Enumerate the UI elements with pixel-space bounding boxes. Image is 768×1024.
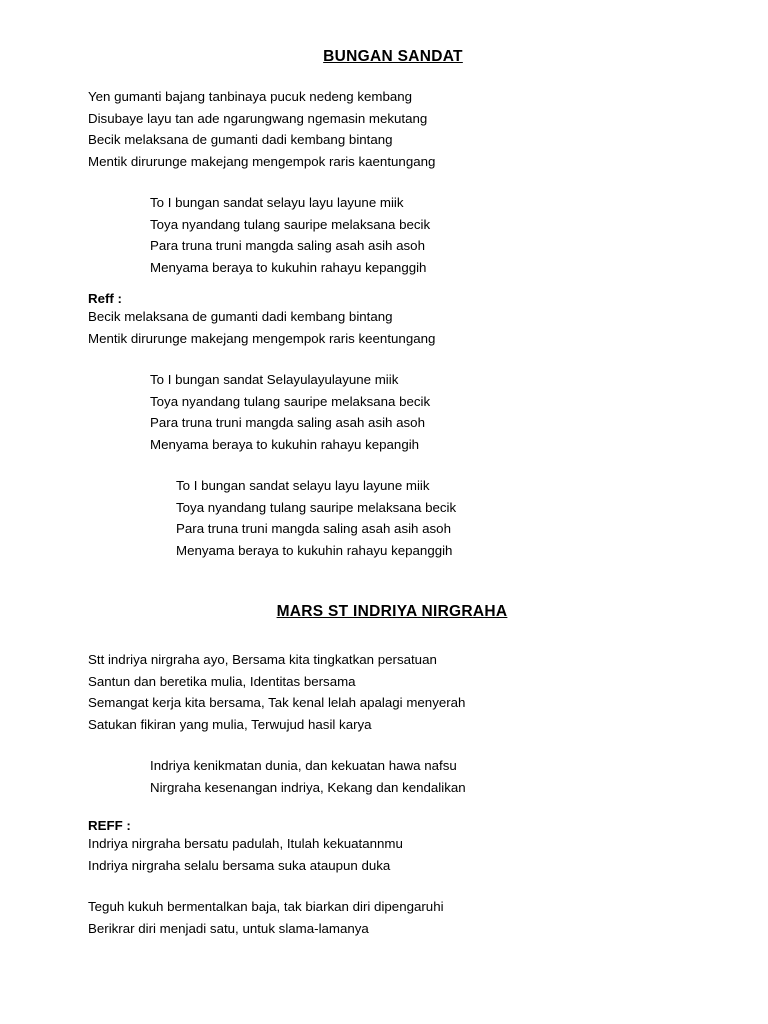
spacer — [88, 621, 696, 649]
spacer — [88, 66, 696, 86]
lyric-line: Becik melaksana de gumanti dadi kembang bintang — [88, 132, 393, 147]
lyric-line: Indriya kenikmatan dunia, dan kekuatan hawa nafsu — [150, 758, 457, 773]
spacer — [88, 876, 696, 896]
lyric-line: Semangat kerja kita bersama, Tak kenal lelah apalagi menyerah — [88, 695, 466, 710]
song-1-reff-lines — [88, 306, 696, 349]
lyric-line: Stt indriya nirgraha ayo, Bersama kita tingkatkan persatuan — [88, 652, 437, 667]
lyric-line: Becik melaksana de gumanti dadi kembang bintang — [88, 309, 393, 324]
spacer — [88, 278, 696, 291]
lyric-line: To I bungan sandat selayu layu layune miik — [150, 195, 404, 210]
song-1-reff-label: Reff : — [88, 291, 122, 306]
lyric-line: To I bungan sandat selayu layu layune miik — [176, 478, 430, 493]
lyric-line: Para truna truni mangda saling asah asih asoh — [176, 521, 451, 536]
spacer — [88, 798, 696, 818]
lyric-line: Yen gumanti bajang tanbinaya pucuk nedeng kembang — [88, 89, 413, 104]
song-1-verse-1 — [88, 86, 696, 172]
spacer — [88, 561, 696, 603]
lyric-line: Indriya nirgraha selalu bersama suka ataupun duka — [88, 857, 391, 873]
lyric-line: Menyama beraya to kukuhin rahayu kepanggih — [176, 542, 453, 558]
spacer — [88, 455, 696, 475]
song-2-closing — [88, 896, 696, 939]
lyric-line: Mentik dirurunge makejang mengempok raris keentungang — [88, 330, 436, 346]
spacer — [88, 349, 696, 369]
lyric-line: To I bungan sandat Selayulayulayune miik — [150, 372, 399, 387]
song-2-title: MARS ST INDRIYA NIRGRAHA — [276, 603, 508, 620]
lyric-line: Mentik dirurunge makejang mengempok raris kaentungang — [88, 153, 436, 169]
lyric-line: Menyama beraya to kukuhin rahayu kepanggih — [150, 259, 427, 275]
song-1-title: BUNGAN SANDAT — [323, 48, 463, 65]
lyric-line: Indriya nirgraha bersatu padulah, Itulah kekuatannmu — [88, 836, 403, 851]
song-2-chorus-1 — [88, 755, 696, 798]
lyric-line: Para truna truni mangda saling asah asih asoh — [150, 238, 425, 253]
song-2-reff-label: REFF : — [88, 818, 131, 833]
song-2-verse-1 — [88, 649, 696, 735]
song-2-reff-lines — [88, 833, 696, 876]
lyric-line: Teguh kukuh bermentalkan baja, tak biarkan diri dipengaruhi — [88, 899, 444, 914]
lyric-line: Santun dan beretika mulia, Identitas bersama — [88, 673, 356, 689]
lyric-line: Menyama beraya to kukuhin rahayu kepangih — [150, 436, 420, 452]
lyric-line: Toya nyandang tulang sauripe melaksana becik — [176, 499, 457, 515]
lyric-line: Satukan fikiran yang mulia, Terwujud hasil karya — [88, 716, 372, 732]
lyric-line: Berikrar diri menjadi satu, untuk slama-lamanya — [88, 920, 369, 936]
lyric-line: Para truna truni mangda saling asah asih asoh — [150, 415, 425, 430]
spacer — [88, 735, 696, 755]
song-1-chorus-2 — [88, 369, 696, 455]
lyric-line: Toya nyandang tulang sauripe melaksana becik — [150, 216, 431, 232]
lyric-line: Toya nyandang tulang sauripe melaksana becik — [150, 393, 431, 409]
spacer — [88, 172, 696, 192]
song-1-chorus-3 — [88, 475, 696, 561]
song-1-chorus-1 — [88, 192, 696, 278]
lyric-line: Disubaye layu tan ade ngarungwang ngemasin mekutang — [88, 110, 428, 126]
lyric-line: Nirgraha kesenangan indriya, Kekang dan kendalikan — [150, 779, 466, 795]
